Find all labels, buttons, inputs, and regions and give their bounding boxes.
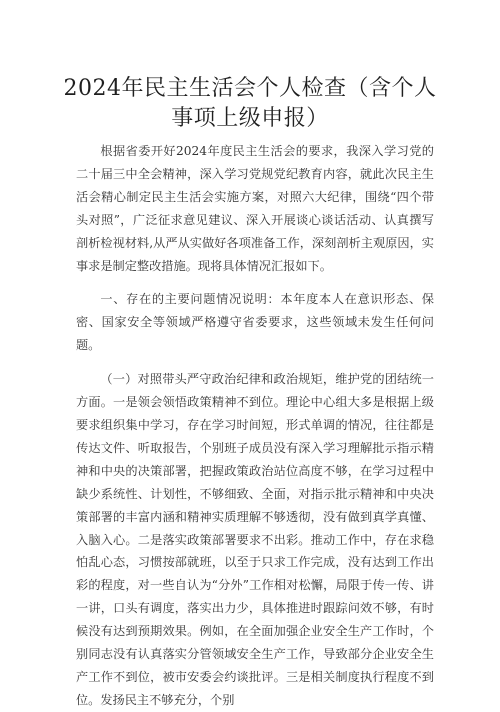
document-title: 2024年民主生活会个人检查（含个人事项上级申报） (63, 76, 437, 131)
intro-paragraph: 根据省委开好2024年度民主生活会的要求，我深入学习党的二十届三中全会精神，深入学习党规党纪教育内容，就此次民主生活会精心制定民主生活会实施方案，对照六大纪律，围绕“四个带头对照”，广泛征求意见建议、深入开展谈心谈话活动、认真撰写剖析检视材料,从严从实做好各项准备工作，深刻剖析主观原因，实事求是制定整改措施。现将具体情况汇报如下。 (76, 144, 434, 273)
section-one-paragraph: 一、存在的主要问题情况说明：本年度本人在意识形态、保密、国家安全等领域严格遵守省委要求，这些领域未发生任何问题。 (76, 292, 434, 353)
document-body (76, 140, 434, 712)
subsection-one-paragraph: （一）对照带头严守政治纪律和政治规矩，维护党的团结统一方面。一是领会领悟政策精神不到位。理论中心组大多是根据上级要求组织集中学习，存在学习时间短，形式单调的情况，往往都是传达文件、听取报告，个别班子成员没有深入学习理解批示指示精神和中央的决策部署，把握政策政治站位高度不够，在学习过程中缺少系统性、计划性，不够细致、全面，对指示批示精神和中央决策部署的丰富内涵和精神实质理解不够透彻，没有做到真学真懂、入脑入心。二是落实政策部署要求不出彩。推动工作中，存在求稳怕乱心态，习惯按部就班，以至于只求工作完成，没有达到工作出彩的程度，对一些自认为“分外”工作相对松懈，局限于传一传、讲一讲，口头有调度，落实出力少，具体推进时跟踪问效不够，有时候没有达到预期效果。例如，在全面加强企业安全生产工作时，个别同志没有认真落实分管领域安全生产工作，导致部分企业安全生产工作不到位，被市安委会约谈批评。三是相关制度执行程度不到位。发扬民主不够充分，个别 (76, 372, 434, 707)
